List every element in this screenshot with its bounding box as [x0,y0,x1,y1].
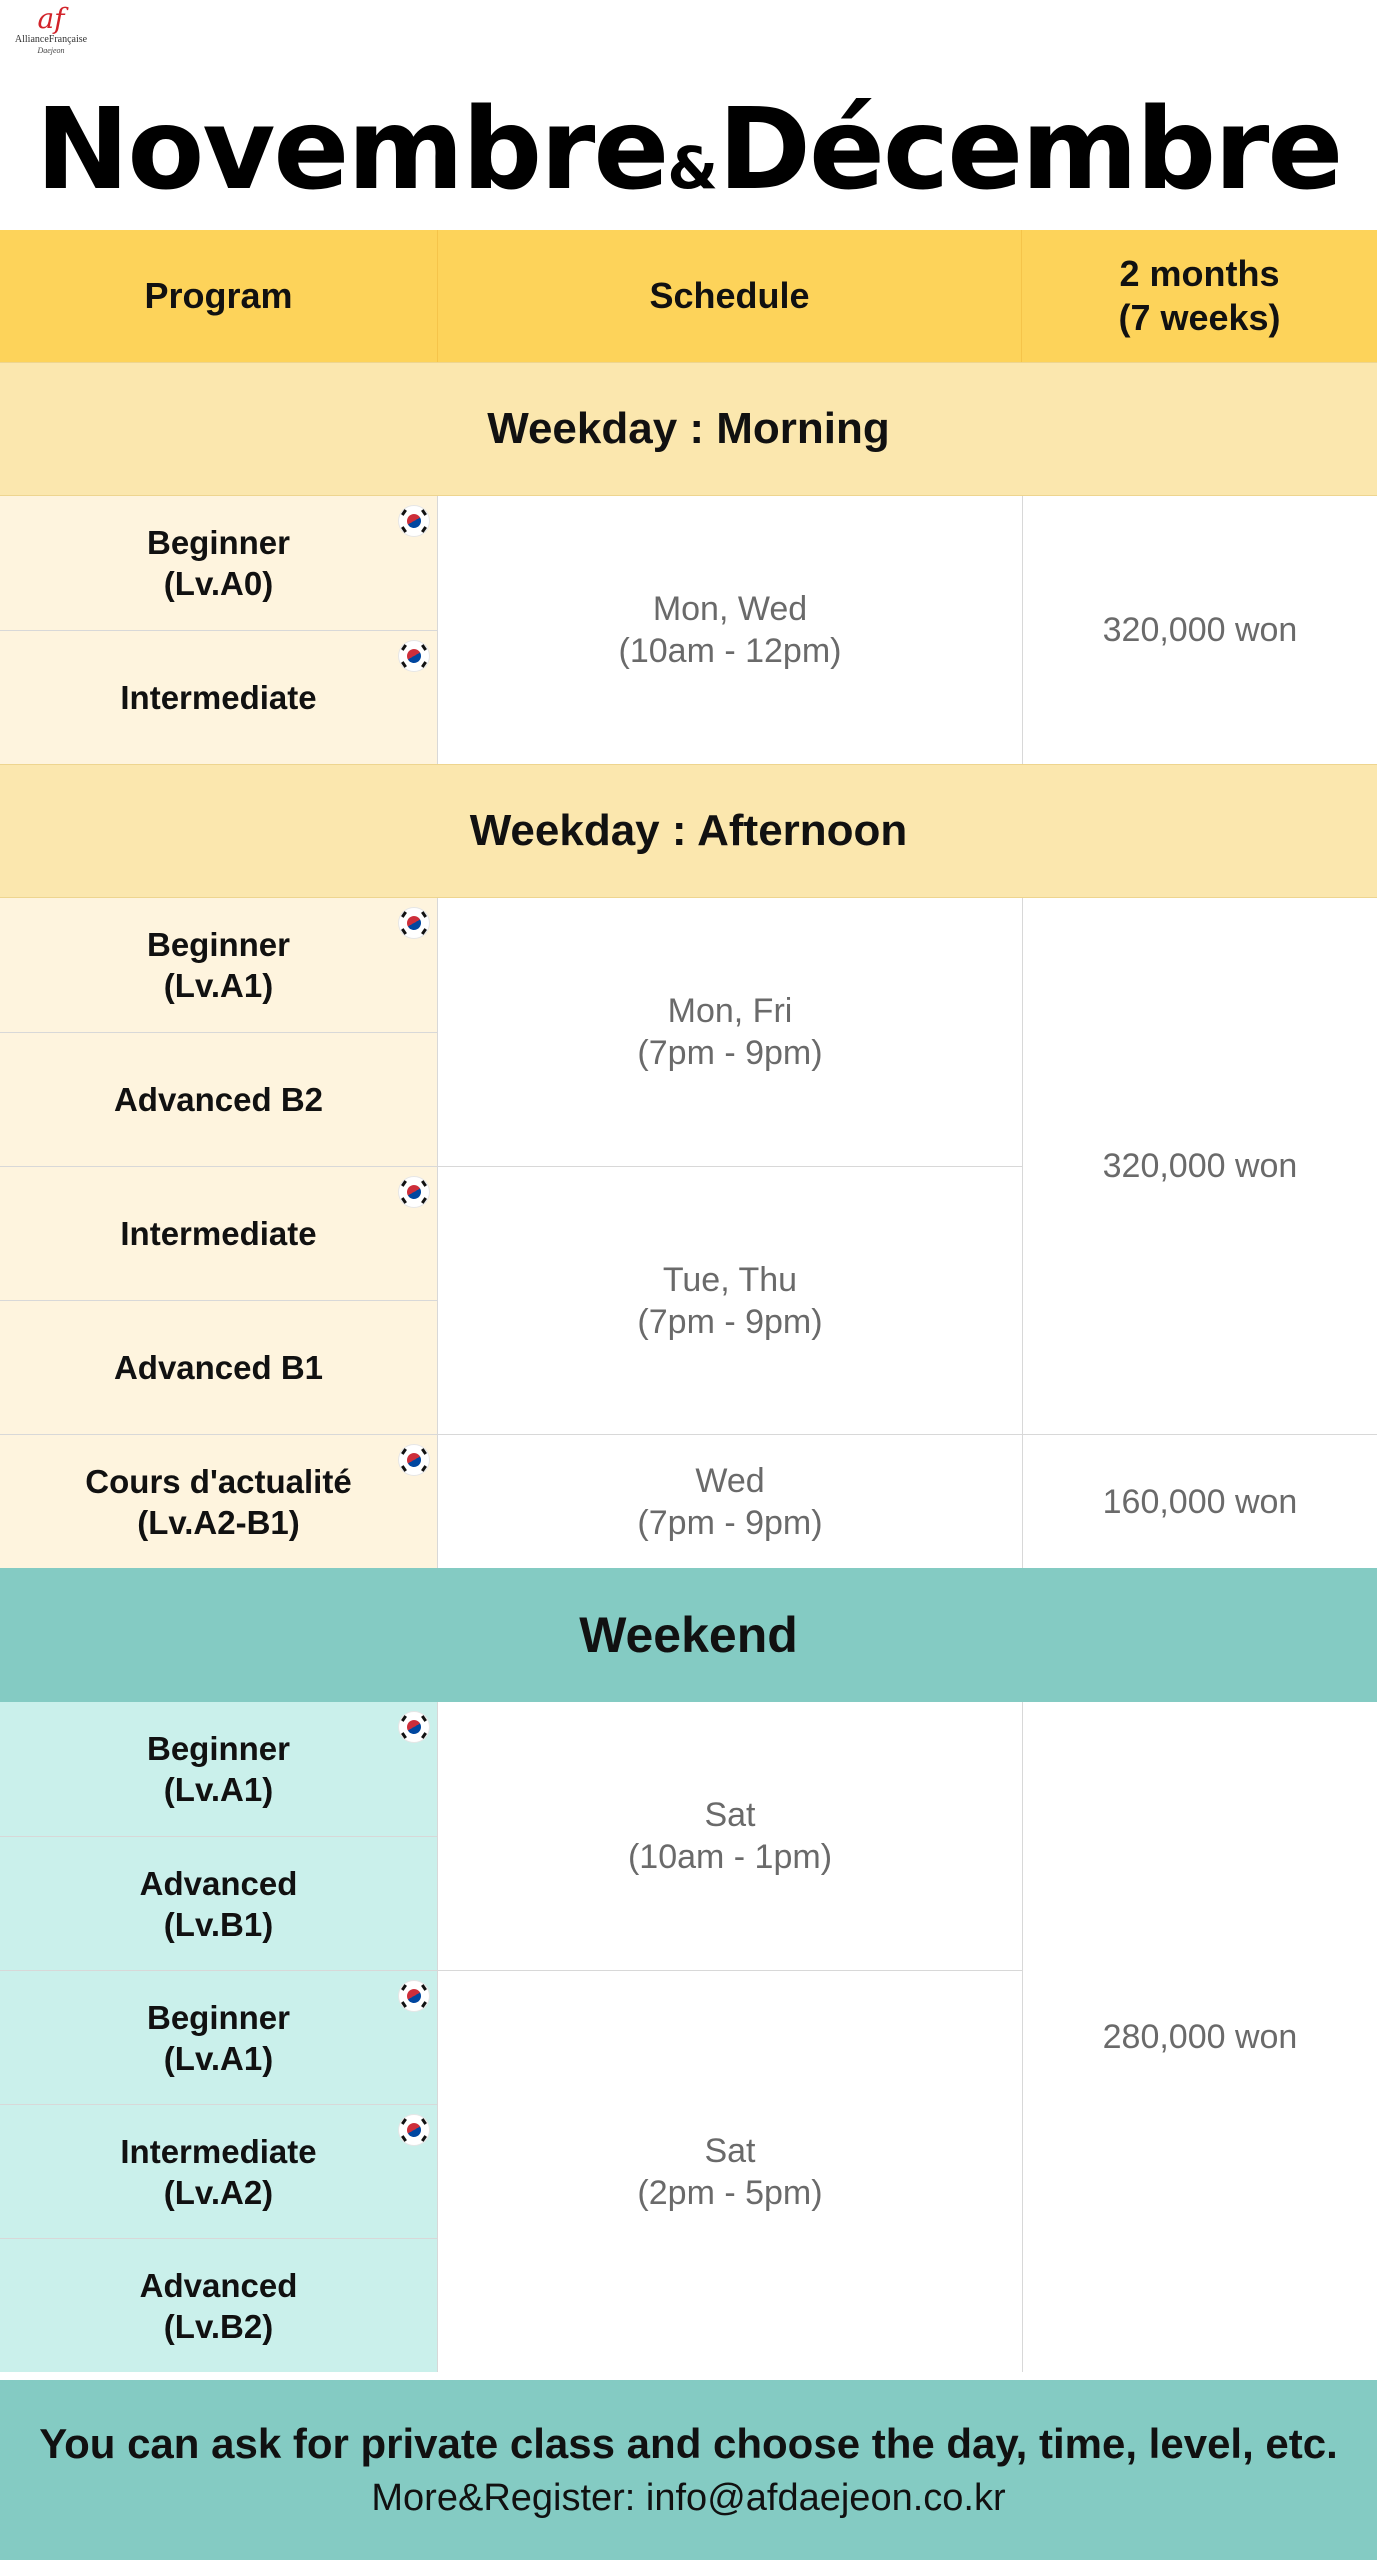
footer-banner [0,2380,1377,2560]
program-name: Intermediate [120,1215,317,1252]
program-name: Intermediate [120,679,317,716]
korean-flag-icon [399,1981,429,2011]
price-cell: 320,000 won [1022,898,1377,1434]
program-cell [0,1702,437,1836]
korean-flag-icon [399,641,429,671]
program-cell [0,1300,437,1434]
price-cell: 280,000 won [1022,1702,1377,2372]
section-weekday-morning: Weekday : Morning [0,362,1377,496]
program-name: Advanced (Lv.B2) [139,2266,298,2345]
program-cell [0,630,437,764]
schedule-cell: Sat (10am - 1pm) [437,1702,1022,1970]
program-name: Beginner (Lv.A1) [146,926,291,1004]
footer-private-class-note: You can ask for private class and choose the day, time, level, etc. [39,2420,1338,2467]
program-cell [0,1434,437,1568]
program-name: Cours d'actualité (Lv.A2-B1) [85,1462,352,1541]
program-name: Advanced B1 [113,1349,324,1386]
program-cell [0,1166,437,1300]
program-cell [0,898,437,1032]
title-right: Décembre [717,85,1342,215]
korean-flag-icon [399,1445,429,1475]
program-name: Beginner (Lv.A1) [146,1730,291,1808]
korean-flag-icon [399,1177,429,1207]
program-name: Beginner (Lv.A1) [146,1998,291,2077]
page-title [0,80,1377,220]
schedule-cell: Mon, Wed (10am - 12pm) [437,496,1022,764]
price-cell: 320,000 won [1022,496,1377,764]
header-program: Program [0,230,437,362]
program-cell [0,2238,437,2372]
schedule-cell: Wed (7pm - 9pm) [437,1434,1022,1568]
program-cell [0,496,437,630]
korean-flag-icon [399,506,429,536]
footer-contact: More&Register: info@afdaejeon.co.kr [371,2477,1006,2519]
logo-name: AllianceFrançaise [14,34,88,45]
program-cell [0,2104,437,2238]
korean-flag-icon [399,2115,429,2145]
header-schedule: Schedule [437,230,1022,362]
program-name: Advanced (Lv.B1) [139,1864,298,1943]
logo-mark: af [37,2,65,35]
section-weekend: Weekend [0,1568,1377,1702]
title-ampersand: & [667,134,718,202]
title-left: Novembre [35,85,668,215]
program-cell [0,1836,437,1970]
section-weekday-afternoon: Weekday : Afternoon [0,764,1377,898]
schedule-cell: Sat (2pm - 5pm) [437,1970,1022,2372]
program-cell [0,1970,437,2104]
schedule-cell: Tue, Thu (7pm - 9pm) [437,1166,1022,1434]
korean-flag-icon [399,908,429,938]
program-name: Beginner (Lv.A0) [146,524,291,602]
korean-flag-icon [399,1712,429,1742]
program-cell [0,1032,437,1166]
header-price: 2 months (7 weeks) [1022,230,1377,362]
schedule-cell: Mon, Fri (7pm - 9pm) [437,898,1022,1166]
price-cell: 160,000 won [1022,1434,1377,1568]
alliance-francaise-logo [6,4,96,70]
program-name: Intermediate (Lv.A2) [120,2132,317,2211]
program-name: Advanced B2 [113,1081,324,1118]
schedule-table [0,230,1377,2380]
logo-city: Daejeon [37,46,65,55]
